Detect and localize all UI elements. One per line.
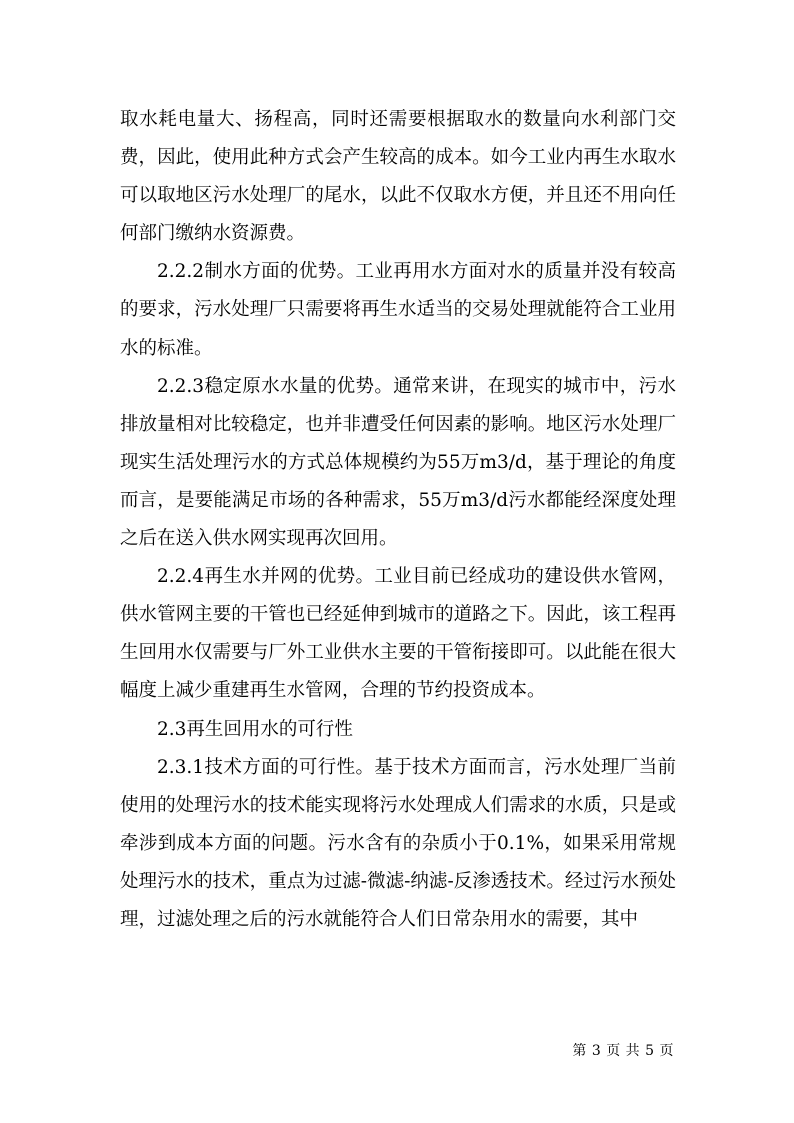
paragraph-5: 2.3.1技术方面的可行性。基于技术方面而言，污水处理厂当前使用的处理污水的技术能实现将污水处理成人们需求的水质，只是或牵涉到成本方面的问题。污水含有的杂质小于0.1%，如果采用常规处理污水的技术，重点为过滤-微滤-纳滤-反渗透技术。经过污水预处理，过滤处理之后的污水就能符合人们日常杂用水的需要，其中 [120, 756, 676, 930]
section-heading-2-3: 2.3再生回用水的可行性 [157, 718, 353, 740]
page-number-footer: 第 3 页 共 5 页 [572, 1043, 674, 1059]
paragraph-3: 2.2.3稳定原水水量的优势。通常来讲，在现实的城市中，污水排放量相对比较稳定，也并非遭受任何因素的影响。地区污水处理厂现实生活处理污水的方式总体规模约为55万m3/d，基于理论的角度而言，是要能满足市场的各种需求，55万m3/d污水都能经深度处理之后在送入供水网实现再次回用。 [120, 375, 676, 550]
body-text [120, 101, 676, 939]
paragraph-2: 2.2.2制水方面的优势。工业再用水方面对水的质量并没有较高的要求，污水处理厂只需要将再生水适当的交易处理就能符合工业用水的标准。 [120, 261, 676, 359]
paragraph-1: 取水耗电量大、扬程高，同时还需要根据取水的数量向水利部门交费，因此，使用此种方式会产生较高的成本。如今工业内再生水取水可以取地区污水处理厂的尾水，以此不仅取水方便，并且还不用向任何部门缴纳水资源费。 [120, 109, 676, 245]
paragraph-4: 2.2.4再生水并网的优势。工业目前已经成功的建设供水管网，供水管网主要的干管也已经延伸到城市的道路之下。因此，该工程再生回用水仅需要与厂外工业供水主要的干管衔接即可。以此能在很大幅度上减少重建再生水管网，合理的节约投资成本。 [120, 566, 676, 702]
